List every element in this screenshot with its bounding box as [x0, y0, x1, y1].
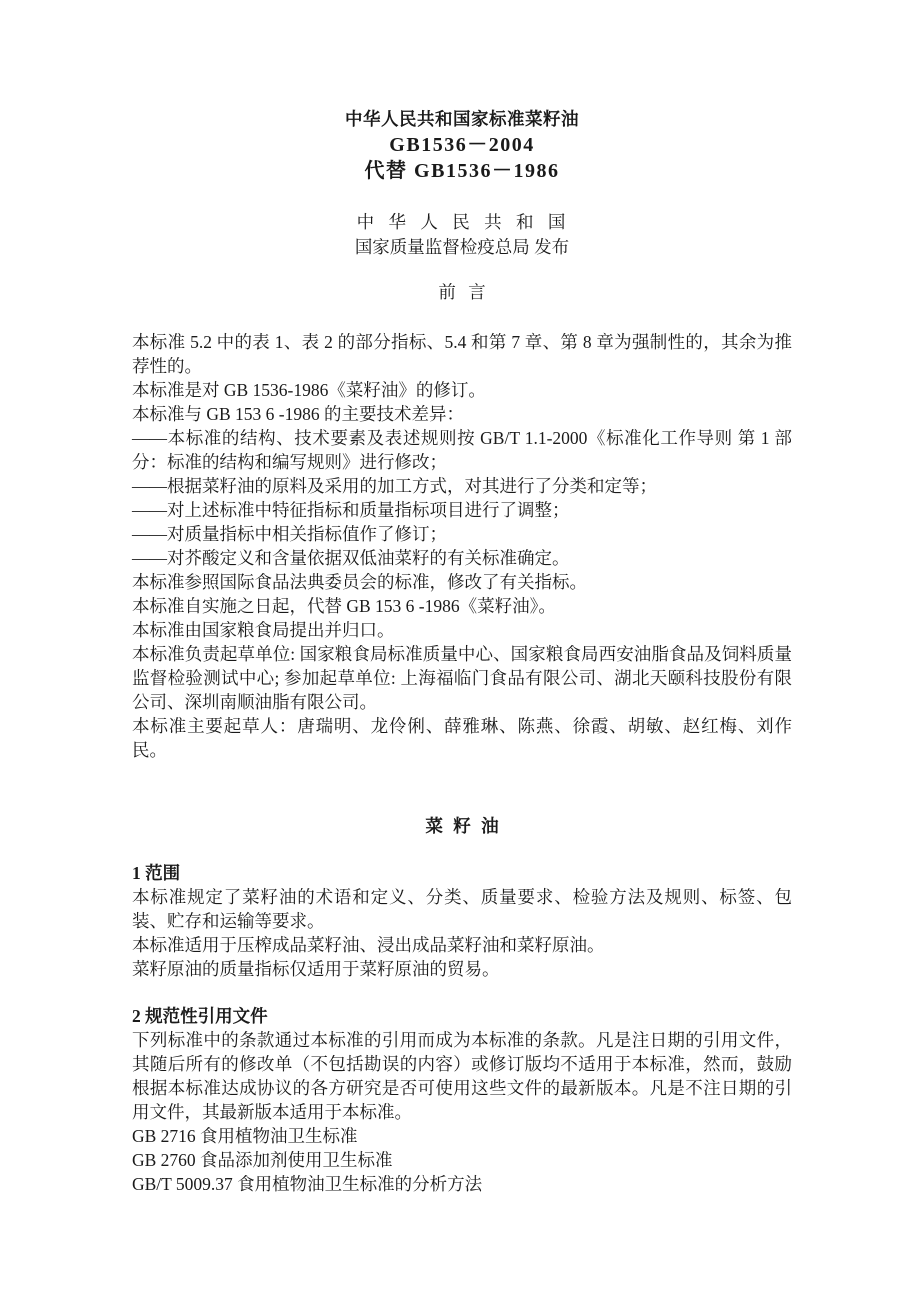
- reference-item: GB/T 5009.37 食用植物油卫生标准的分析方法: [132, 1174, 483, 1194]
- foreword-paragraph: ——对质量指标中相关指标值作了修订；: [132, 524, 447, 544]
- foreword-paragraph: 本标准是对 GB 1536-1986《菜籽油》的修订。: [132, 380, 486, 400]
- foreword-paragraph: 本标准负责起草单位: 国家粮食局标准质量中心、国家粮食局西安油脂食品及饲料质量监督检验测试中心; 参加起草单位: 上海福临门食品有限公司、湖北天颐科技股份有限公司、深圳南顺油脂有限公司。: [132, 644, 792, 712]
- document-header: [132, 106, 792, 260]
- main-title: 菜 籽 油: [425, 816, 499, 836]
- foreword-heading: 前 言: [438, 282, 486, 302]
- foreword-paragraph: 本标准自实施之日起，代替 GB 153 6 -1986《菜籽油》。: [132, 596, 556, 616]
- section-2-heading: 2 规范性引用文件: [132, 1006, 268, 1026]
- issuer-name: 中 华 人 民 共 和 国: [356, 212, 568, 232]
- section-2-paragraph: 下列标准中的条款通过本标准的引用而成为本标准的条款。凡是注日期的引用文件，其随后所有的修改单（不包括勘误的内容）或修订版均不适用于本标准，然而，鼓励根据本标准达成协议的各方研究是否可使用这些文件的最新版本。凡是不注日期的引用文件，其最新版本适用于本标准。: [132, 1030, 792, 1122]
- foreword-paragraph: 本标准 5.2 中的表 1、表 2 的部分指标、5.4 和第 7 章、第 8 章为强制性的，其余为推荐性的。: [132, 332, 792, 376]
- reference-item: GB 2760 食品添加剂使用卫生标准: [132, 1150, 393, 1170]
- foreword-section: [132, 330, 792, 762]
- doc-title: 中华人民共和国家标准菜籽油: [345, 109, 579, 129]
- section-1-heading: 1 范围: [132, 863, 181, 883]
- foreword-paragraph: ——根据菜籽油的原料及采用的加工方式，对其进行了分类和定等；: [132, 476, 657, 496]
- section-scope: [132, 861, 792, 981]
- replaces-note: 代替 GB1536－1986: [364, 160, 560, 182]
- foreword-paragraph: ——对上述标准中特征指标和质量指标项目进行了调整；: [132, 500, 570, 520]
- foreword-paragraph: 本标准参照国际食品法典委员会的标准，修改了有关指标。: [132, 572, 587, 592]
- standard-number: GB1536－2004: [389, 134, 535, 156]
- foreword-paragraph: 本标准主要起草人：唐瑞明、龙伶俐、薛雅琳、陈燕、徐霞、胡敏、赵红梅、刘作民。: [132, 716, 792, 760]
- foreword-paragraph: 本标准与 GB 153 6 -1986 的主要技术差异：: [132, 404, 465, 424]
- section-1-paragraph: 菜籽原油的质量指标仅适用于菜籽原油的贸易。: [132, 959, 500, 979]
- issuer-block: [132, 210, 792, 260]
- section-1-paragraph: 本标准规定了菜籽油的术语和定义、分类、质量要求、检验方法及规则、标签、包装、贮存和运输等要求。: [132, 887, 792, 931]
- foreword-paragraph: 本标准由国家粮食局提出并归口。: [132, 620, 395, 640]
- issuer-publish-line: 国家质量监督检疫总局 发布: [354, 237, 570, 257]
- section-1-paragraph: 本标准适用于压榨成品菜籽油、浸出成品菜籽油和菜籽原油。: [132, 935, 605, 955]
- foreword-paragraph: ——本标准的结构、技术要素及表述规则按 GB/T 1.1-2000《标准化工作导则 第 1 部分：标准的结构和编写规则》进行修改；: [132, 428, 792, 472]
- reference-item: GB 2716 食用植物油卫生标准: [132, 1126, 358, 1146]
- section-normative-references: [132, 1004, 792, 1196]
- foreword-paragraph: ——对芥酸定义和含量依据双低油菜籽的有关标准确定。: [132, 548, 570, 568]
